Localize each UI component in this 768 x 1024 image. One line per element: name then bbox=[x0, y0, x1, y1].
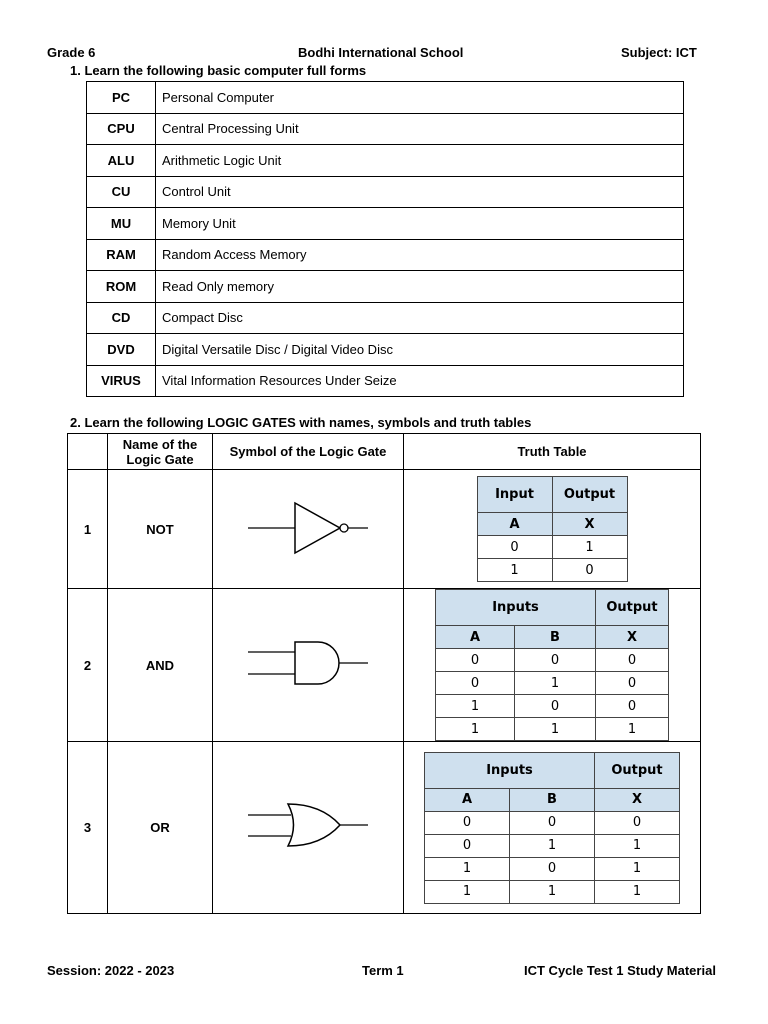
gate-row-or bbox=[68, 742, 701, 914]
tt-cell: 0 bbox=[515, 695, 596, 718]
full-form: Arithmetic Logic Unit bbox=[156, 145, 684, 177]
tt-cell: 1 bbox=[425, 880, 510, 903]
tt-cell: 1 bbox=[595, 834, 680, 857]
full-form-row bbox=[87, 302, 684, 334]
tt-col: B bbox=[515, 626, 596, 649]
tt-col: A bbox=[477, 513, 552, 536]
tt-cell: 1 bbox=[595, 857, 680, 880]
tt-col: X bbox=[595, 788, 680, 811]
full-form-row bbox=[87, 208, 684, 240]
or-gate-icon bbox=[243, 796, 373, 856]
tt-cell: 0 bbox=[515, 649, 596, 672]
full-form-row bbox=[87, 271, 684, 303]
logic-gates-table bbox=[67, 433, 701, 914]
material-label: ICT Cycle Test 1 Study Material bbox=[524, 963, 716, 978]
truth-row bbox=[436, 649, 669, 672]
full-form: Digital Versatile Disc / Digital Video Disc bbox=[156, 334, 684, 366]
tt-col: X bbox=[552, 513, 627, 536]
tt-cell: 0 bbox=[596, 695, 669, 718]
truth-table-header: Truth Table bbox=[404, 434, 701, 470]
grade-label: Grade 6 bbox=[47, 45, 96, 60]
session-label: Session: 2022 - 2023 bbox=[47, 963, 175, 978]
tt-cell: 0 bbox=[425, 811, 510, 834]
tt-header: Output bbox=[595, 752, 680, 788]
tt-col: X bbox=[596, 626, 669, 649]
or-gate-symbol bbox=[213, 742, 404, 914]
gate-symbol-header: Symbol of the Logic Gate bbox=[213, 434, 404, 470]
gate-name: NOT bbox=[108, 470, 213, 589]
abbreviation: DVD bbox=[87, 334, 156, 366]
full-form-row bbox=[87, 176, 684, 208]
tt-cell: 0 bbox=[595, 811, 680, 834]
gate-name-header: Name of the Logic Gate bbox=[108, 434, 213, 470]
tt-col: A bbox=[425, 788, 510, 811]
tt-cell: 1 bbox=[510, 880, 595, 903]
tt-header: Output bbox=[596, 590, 669, 626]
full-form: Personal Computer bbox=[156, 82, 684, 114]
tt-cell: 0 bbox=[596, 649, 669, 672]
abbreviation: MU bbox=[87, 208, 156, 240]
abbreviation: ALU bbox=[87, 145, 156, 177]
abbreviation: PC bbox=[87, 82, 156, 114]
question-1: 1. Learn the following basic computer full forms bbox=[70, 63, 367, 78]
full-form: Vital Information Resources Under Seize bbox=[156, 365, 684, 397]
gate-row-not bbox=[68, 470, 701, 589]
tt-cell: 1 bbox=[515, 718, 596, 741]
gate-number: 1 bbox=[68, 470, 108, 589]
tt-cell: 1 bbox=[596, 718, 669, 741]
full-form-row bbox=[87, 334, 684, 366]
full-forms-table bbox=[86, 81, 684, 397]
tt-cell: 1 bbox=[436, 718, 515, 741]
full-form-row bbox=[87, 82, 684, 114]
gate-number: 3 bbox=[68, 742, 108, 914]
abbreviation: VIRUS bbox=[87, 365, 156, 397]
truth-row bbox=[425, 857, 680, 880]
not-truth-cell bbox=[404, 470, 701, 589]
tt-cell: 1 bbox=[425, 857, 510, 880]
tt-cell: 0 bbox=[477, 536, 552, 559]
and-gate-icon bbox=[243, 634, 373, 694]
tt-cell: 0 bbox=[425, 834, 510, 857]
gate-row-and bbox=[68, 589, 701, 742]
abbreviation: RAM bbox=[87, 239, 156, 271]
not-truth-table bbox=[477, 476, 628, 582]
tt-cell: 1 bbox=[436, 695, 515, 718]
tt-cell: 0 bbox=[552, 559, 627, 582]
tt-cell: 1 bbox=[515, 672, 596, 695]
full-form: Random Access Memory bbox=[156, 239, 684, 271]
tt-header: Output bbox=[552, 477, 627, 513]
subject-label: Subject: ICT bbox=[621, 45, 697, 60]
not-gate-symbol bbox=[213, 470, 404, 589]
gate-number: 2 bbox=[68, 589, 108, 742]
gate-name: AND bbox=[108, 589, 213, 742]
gate-name: OR bbox=[108, 742, 213, 914]
tt-cell: 1 bbox=[477, 559, 552, 582]
tt-cell: 1 bbox=[552, 536, 627, 559]
and-truth-cell bbox=[404, 589, 701, 742]
full-form: Compact Disc bbox=[156, 302, 684, 334]
truth-row bbox=[436, 718, 669, 741]
full-form-row bbox=[87, 365, 684, 397]
abbreviation: CPU bbox=[87, 113, 156, 145]
tt-cell: 0 bbox=[436, 649, 515, 672]
full-form: Read Only memory bbox=[156, 271, 684, 303]
full-form-row bbox=[87, 113, 684, 145]
truth-row bbox=[425, 834, 680, 857]
tt-cell: 1 bbox=[510, 834, 595, 857]
tt-cell: 0 bbox=[510, 857, 595, 880]
question-2: 2. Learn the following LOGIC GATES with names, symbols and truth tables bbox=[70, 415, 532, 430]
tt-header: Inputs bbox=[436, 590, 596, 626]
abbreviation: ROM bbox=[87, 271, 156, 303]
not-gate-icon bbox=[243, 498, 373, 558]
term-label: Term 1 bbox=[362, 963, 404, 978]
truth-row bbox=[436, 695, 669, 718]
and-truth-table bbox=[435, 589, 669, 741]
full-form: Central Processing Unit bbox=[156, 113, 684, 145]
truth-row bbox=[425, 811, 680, 834]
tt-col: A bbox=[436, 626, 515, 649]
tt-cell: 0 bbox=[436, 672, 515, 695]
abbreviation: CU bbox=[87, 176, 156, 208]
full-form-row bbox=[87, 239, 684, 271]
school-name: Bodhi International School bbox=[298, 45, 464, 60]
and-gate-symbol bbox=[213, 589, 404, 742]
tt-cell: 1 bbox=[595, 880, 680, 903]
or-truth-table bbox=[424, 752, 680, 904]
full-form: Memory Unit bbox=[156, 208, 684, 240]
tt-col: B bbox=[510, 788, 595, 811]
truth-row bbox=[436, 672, 669, 695]
tt-header: Inputs bbox=[425, 752, 595, 788]
tt-header: Input bbox=[477, 477, 552, 513]
truth-row bbox=[425, 880, 680, 903]
full-form: Control Unit bbox=[156, 176, 684, 208]
number-header bbox=[68, 434, 108, 470]
or-truth-cell bbox=[404, 742, 701, 914]
full-form-row bbox=[87, 145, 684, 177]
tt-cell: 0 bbox=[510, 811, 595, 834]
tt-cell: 0 bbox=[596, 672, 669, 695]
abbreviation: CD bbox=[87, 302, 156, 334]
